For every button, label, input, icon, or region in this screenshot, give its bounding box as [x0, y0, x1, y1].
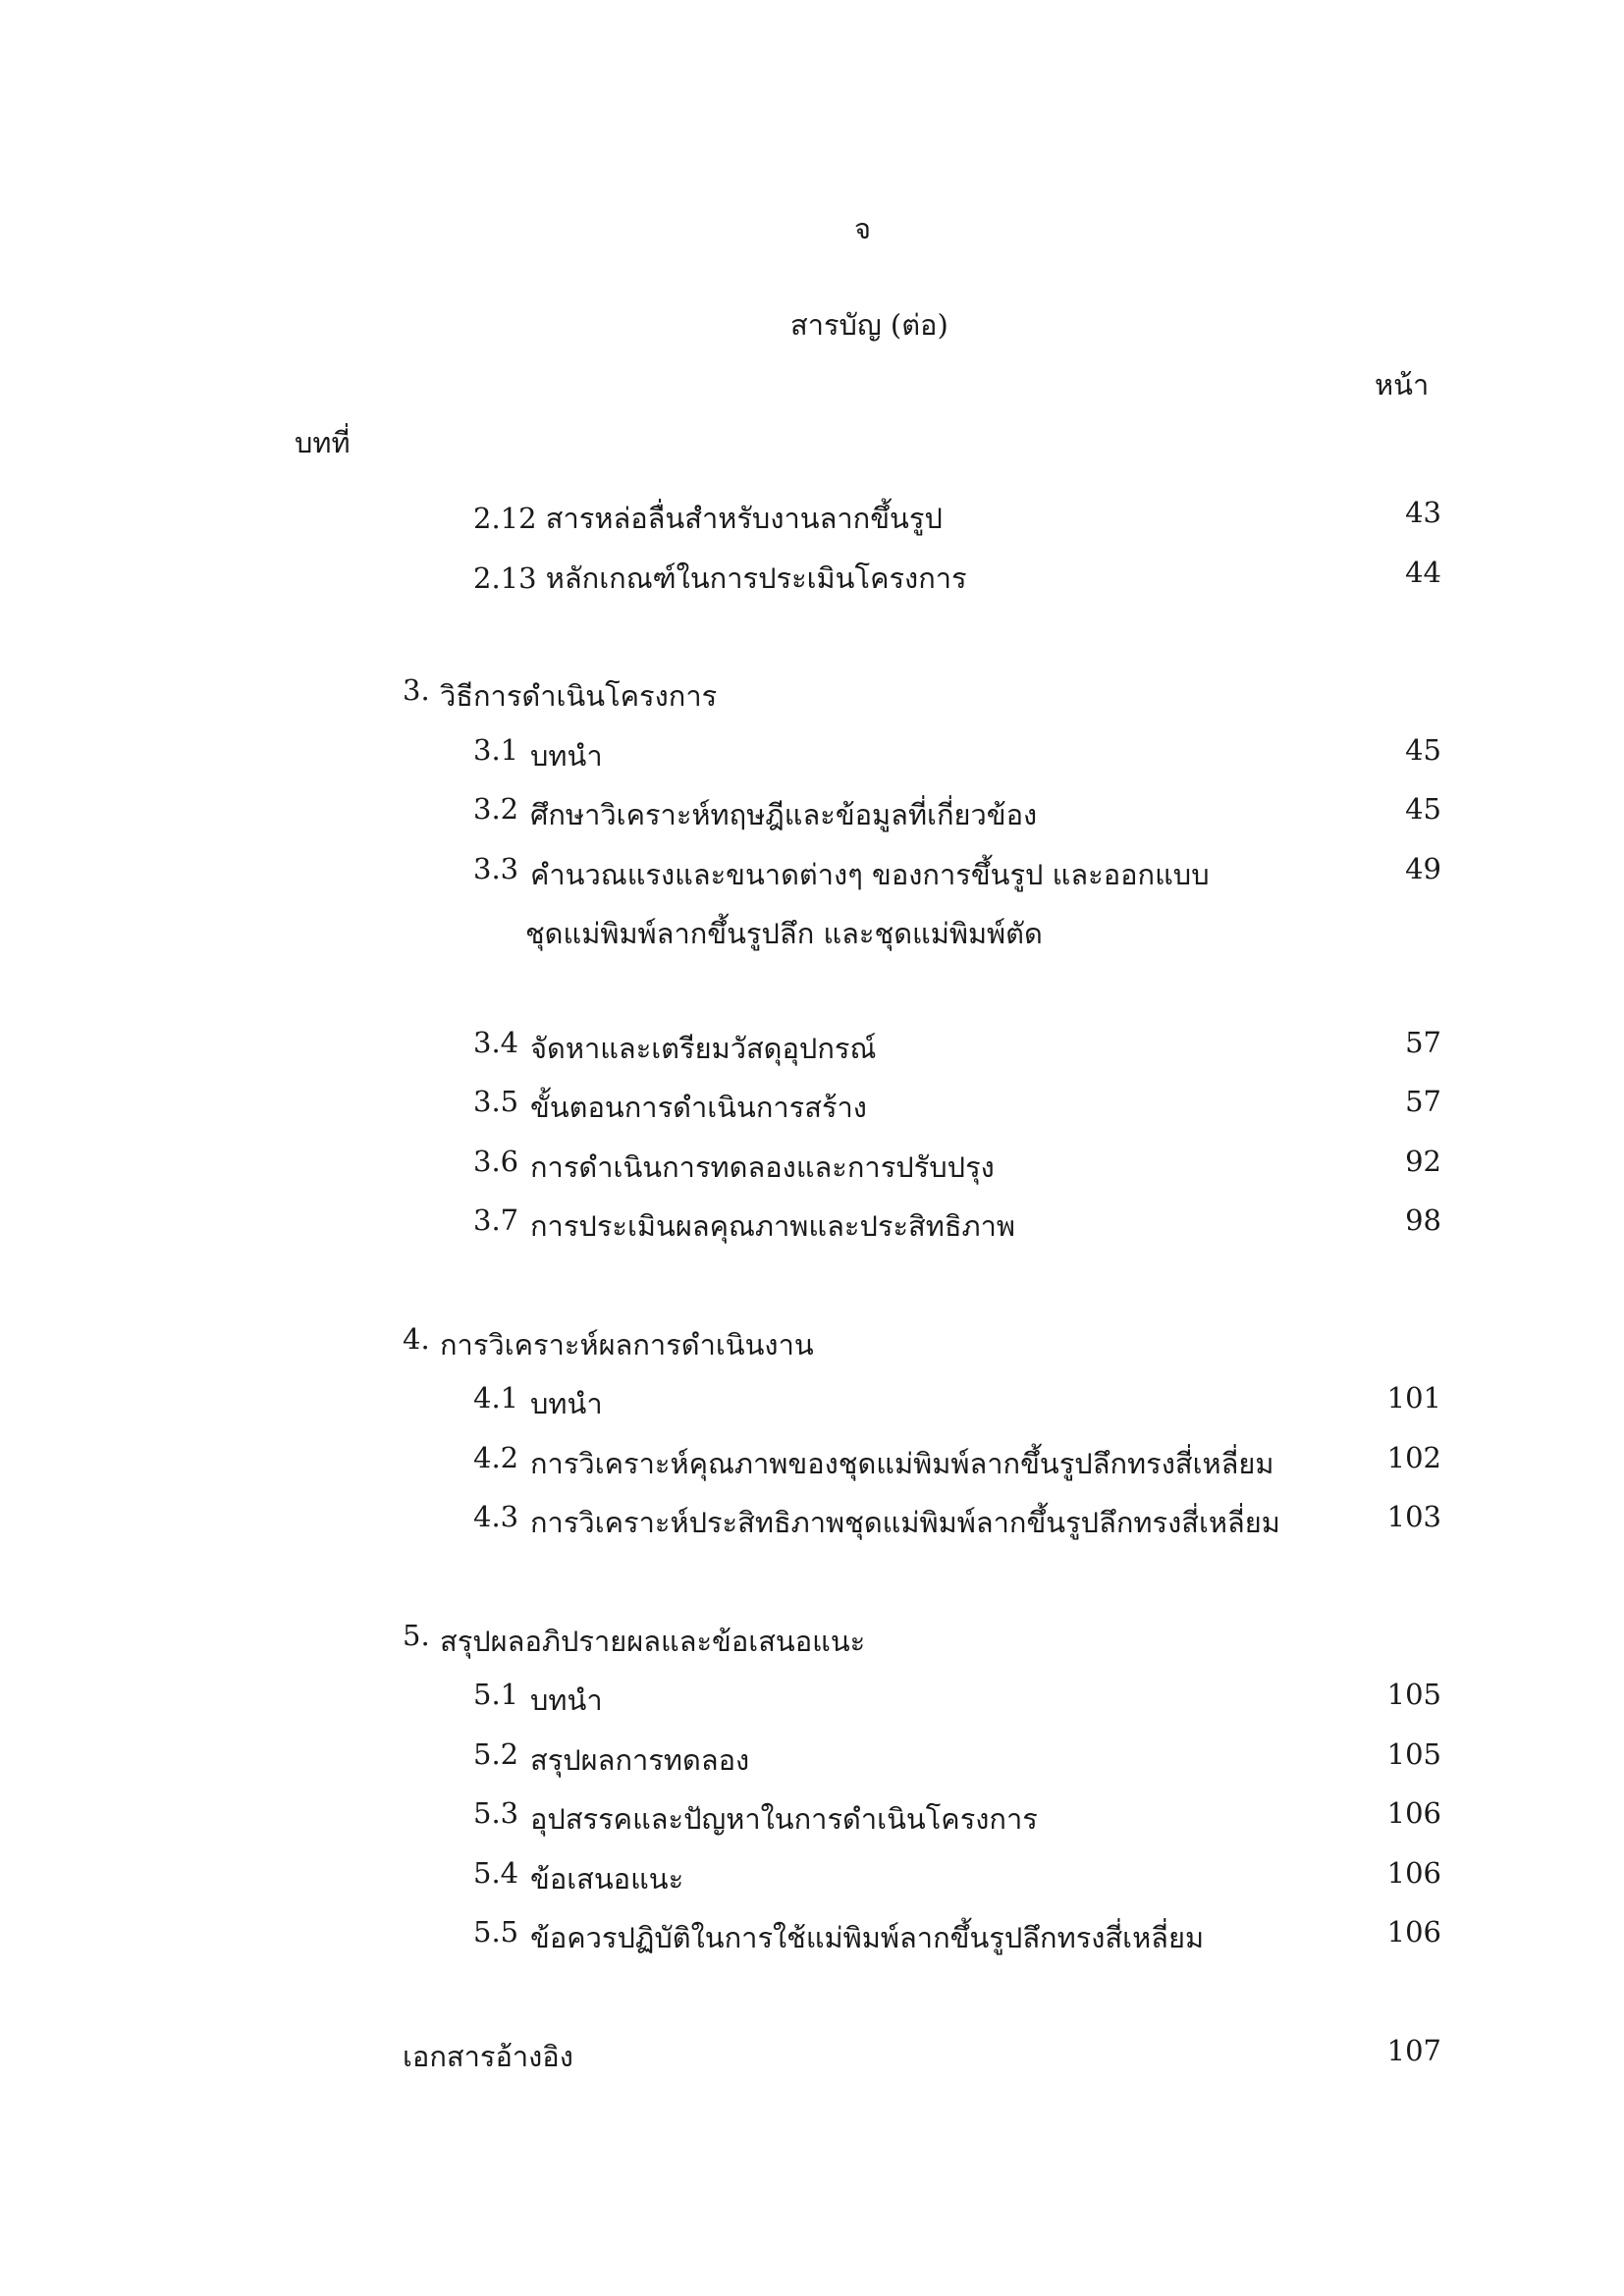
- toc-entry-page: 45: [1405, 732, 1441, 767]
- toc-entry-3-4: [0, 1014, 1624, 1074]
- toc-entry-page: 101: [1386, 1381, 1441, 1415]
- toc-entry-number: 4.1: [473, 1381, 519, 1415]
- toc-references: [0, 2022, 1624, 2082]
- toc-entry-label: 2.12 สารหล่อลื่นสำหรับงานลากขึ้นรูป: [473, 502, 943, 535]
- toc-entry-page: 107: [1386, 2033, 1441, 2067]
- toc-entry-page: 106: [1386, 1855, 1441, 1890]
- toc-entry-2-13: [0, 544, 1624, 604]
- toc-entry-page: 57: [1405, 1085, 1441, 1118]
- toc-entry-label: จัดหาและเตรียมวัสดุอุปกรณ์: [530, 1031, 877, 1065]
- toc-entry-label: บทนำ: [530, 738, 603, 773]
- toc-entry-page: 57: [1405, 1025, 1441, 1059]
- toc-entry-number: 5.2: [473, 1736, 519, 1771]
- toc-chapter-title: วิธีการดำเนินโครงการ: [440, 679, 718, 713]
- toc-entry-5-2: [0, 1726, 1624, 1786]
- toc-entry-3-6: [0, 1133, 1624, 1193]
- toc-entry-label: การดำเนินการทดลองและการปรับปรุง: [530, 1149, 995, 1184]
- toc-entry-number: 3.6: [473, 1144, 519, 1178]
- toc-chapter-number: 5.: [403, 1618, 430, 1652]
- toc-entry-3-3-continued: [0, 899, 1624, 959]
- toc-chapter-number: 4.: [403, 1321, 430, 1356]
- toc-chapter-3: [0, 662, 1624, 721]
- toc-entry-3-5: [0, 1073, 1624, 1133]
- page-number-letter: จ: [854, 212, 871, 245]
- toc-entry-label: คำนวณแรงและขนาดต่างๆ ของการขึ้นรูป และออกแบบ: [530, 857, 1210, 891]
- toc-entry-number: 3.4: [473, 1025, 519, 1059]
- toc-chapter-number: 3.: [403, 673, 430, 707]
- toc-entry-number: 4.3: [473, 1500, 519, 1533]
- toc-entry-number: 3.2: [473, 792, 519, 826]
- toc-entry-3-3: [0, 840, 1624, 900]
- toc-entry-4-1: [0, 1369, 1624, 1429]
- toc-entry-page: 98: [1405, 1203, 1441, 1237]
- toc-entry-label: ข้อควรปฏิบัติในการใช้แม่พิมพ์ลากขึ้นรูปลึกทรงสี่เหลี่ยม: [530, 1921, 1205, 1954]
- toc-chapter-5: [0, 1607, 1624, 1667]
- page-title: สารบัญ (ต่อ): [790, 308, 948, 342]
- toc-entry-label: การวิเคราะห์ประสิทธิภาพชุดแม่พิมพ์ลากขึ้นรูปลึกทรงสี่เหลี่ยม: [530, 1506, 1280, 1539]
- toc-entry-label: ศึกษาวิเคราะห์ทฤษฎีและข้อมูลที่เกี่ยวข้อง: [530, 798, 1038, 831]
- toc-chapter-title: สรุปผลอภิปรายผลและข้อเสนอแนะ: [440, 1624, 866, 1658]
- toc-entry-3-2: [0, 780, 1624, 840]
- toc-entry-5-1: [0, 1666, 1624, 1726]
- toc-entry-number: 3.1: [473, 732, 519, 767]
- toc-entry-5-3: [0, 1785, 1624, 1844]
- toc-entry-number: 4.2: [473, 1440, 519, 1474]
- toc-entry-number: 3.7: [473, 1203, 519, 1237]
- toc-entry-page: 103: [1386, 1500, 1441, 1533]
- toc-entry-number: 5.4: [473, 1855, 519, 1890]
- toc-entry-number: 3.3: [473, 851, 519, 885]
- toc-entry-number: 5.5: [473, 1915, 519, 1949]
- toc-entry-page: 106: [1386, 1796, 1441, 1830]
- toc-entry-page: 105: [1386, 1678, 1441, 1711]
- toc-entry-page: 105: [1386, 1736, 1441, 1771]
- toc-entry-label: เอกสารอ้างอิง: [403, 2039, 573, 2073]
- toc-entry-5-4: [0, 1844, 1624, 1904]
- toc-entry-label: การประเมินผลคุณภาพและประสิทธิภาพ: [530, 1209, 1016, 1243]
- toc-entry-5-5: [0, 1903, 1624, 1963]
- toc-entry-page: 49: [1405, 851, 1441, 885]
- toc-entry-number: 3.5: [473, 1085, 519, 1118]
- toc-entry-page: 102: [1386, 1440, 1441, 1474]
- toc-entry-4-2: [0, 1429, 1624, 1489]
- toc-entry-page: 45: [1405, 792, 1441, 826]
- toc-entry-3-7: [0, 1192, 1624, 1252]
- toc-entry-number: 5.3: [473, 1796, 519, 1830]
- toc-entry-page: 44: [1405, 555, 1441, 589]
- toc-entry-3-1: [0, 721, 1624, 781]
- toc-entry-label: 2.13 หลักเกณฑ์ในการประเมินโครงการ: [473, 561, 967, 595]
- toc-entry-number: 5.1: [473, 1678, 519, 1711]
- toc-entry-label: บทนำ: [530, 1683, 603, 1717]
- toc-entry-4-3: [0, 1488, 1624, 1548]
- toc-entry-label: การวิเคราะห์คุณภาพของชุดแม่พิมพ์ลากขึ้นรูปลึกทรงสี่เหลี่ยม: [530, 1446, 1274, 1480]
- toc-entry-label: ข้อเสนอแนะ: [530, 1861, 684, 1896]
- toc-chapter-title: การวิเคราะห์ผลการดำเนินงาน: [440, 1327, 814, 1362]
- chapter-column-heading: บทที่: [295, 426, 351, 459]
- toc-entry-label: สรุปผลการทดลอง: [530, 1742, 750, 1777]
- toc-entry-label: อุปสรรคและปัญหาในการดำเนินโครงการ: [530, 1802, 1038, 1836]
- toc-entry-label: ชุดแม่พิมพ์ลากขึ้นรูปลึก และชุดแม่พิมพ์ตัด: [525, 917, 1043, 950]
- toc-entry-2-12: [0, 484, 1624, 544]
- toc-entry-page: 92: [1405, 1144, 1441, 1178]
- toc-entry-page: 106: [1386, 1915, 1441, 1949]
- table-of-contents: [0, 484, 1624, 2081]
- toc-entry-label: บทนำ: [530, 1387, 603, 1420]
- toc-chapter-4: [0, 1310, 1624, 1370]
- page-column-heading: หน้า: [1375, 368, 1430, 401]
- toc-entry-page: 43: [1405, 496, 1441, 529]
- toc-entry-label: ขั้นตอนการดำเนินการสร้าง: [530, 1091, 867, 1124]
